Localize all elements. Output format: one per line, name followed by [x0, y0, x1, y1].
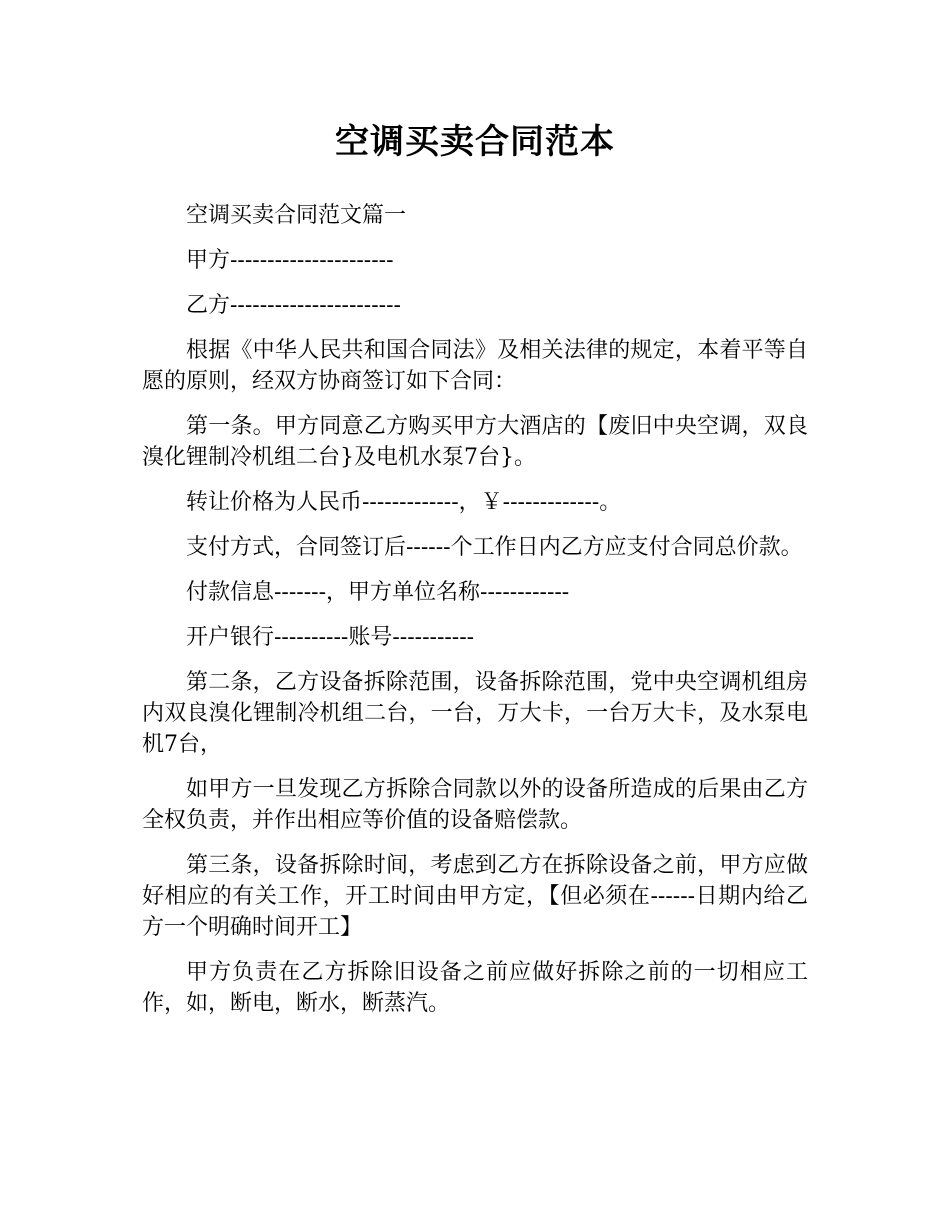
paragraph-payment-info: 付款信息-------，甲方单位名称------------: [186, 580, 570, 605]
paragraph-payment-method: 支付方式，合同签订后------个工作日内乙方应支付合同总价款。: [186, 535, 803, 560]
paragraph-preamble: 根据《中华人民共和国合同法》及相关法律的规定，本着平等自愿的原则，经双方协商签订如下合同：: [142, 338, 808, 394]
paragraph-party-a: 甲方----------------------: [186, 248, 394, 273]
paragraph-price: 转让价格为人民币-------------，￥-------------。: [186, 490, 622, 515]
paragraph-subtitle: 空调买卖合同范文篇一: [186, 203, 407, 228]
paragraph-article-3: 第三条，设备拆除时间，考虑到乙方在拆除设备之前，甲方应做好相应的有关工作，开工时间由甲方定，【但必须在------日期内给乙方一个明确时间开工】: [142, 853, 808, 940]
document-body: [142, 200, 808, 1033]
paragraph-article-1: 第一条。甲方同意乙方购买甲方大酒店的【废旧中央空调，双良溴化锂制冷机组二台}及电机水泵7台}。: [142, 414, 808, 470]
paragraph-party-b: 乙方-----------------------: [186, 293, 401, 318]
paragraph-liability: 如甲方一旦发现乙方拆除合同款以外的设备所造成的后果由乙方全权负责，并作出相应等价值的设备赔偿款。: [142, 777, 808, 833]
paragraph-bank-account: 开户银行----------账号-----------: [186, 625, 475, 650]
paragraph-article-2: 第二条，乙方设备拆除范围，设备拆除范围，党中央空调机组房内双良溴化锂制冷机组二台，一台，万大卡，一台万大卡，及水泵电机7台，: [142, 670, 808, 757]
paragraph-preparation: 甲方负责在乙方拆除旧设备之前应做好拆除之前的一切相应工作，如，断电，断水，断蒸汽。: [142, 960, 808, 1016]
page-title: 空调买卖合同范本: [335, 122, 615, 162]
